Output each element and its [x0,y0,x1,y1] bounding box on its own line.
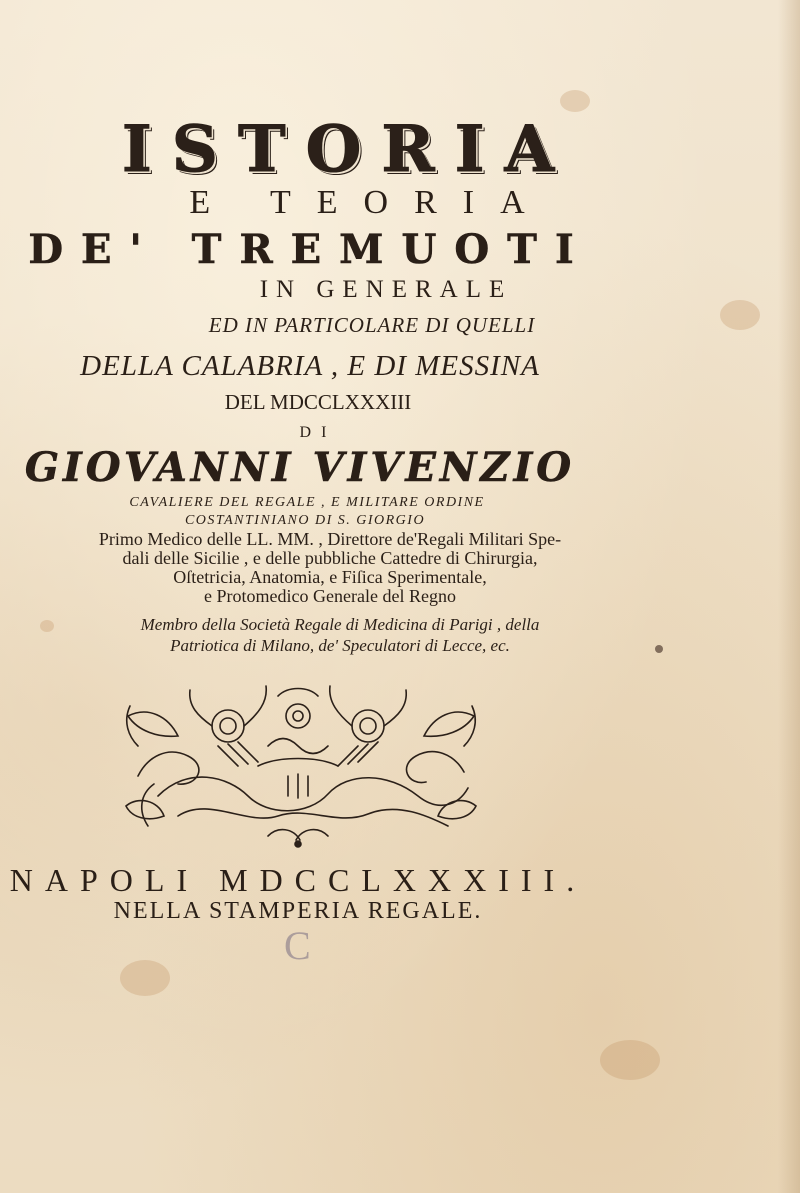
author-memberships [40,614,640,656]
foxing-spot [600,1040,660,1080]
foxing-spot [120,960,170,996]
page-edge [778,0,800,1193]
title-line-3: DE' TREMUOTI [28,226,592,273]
imprint-place-date: NAPOLI MDCCLXXXIII. [9,862,587,898]
author-name: GIOVANNI VIVENZIO [24,444,576,491]
title-line-1: ISTORIA [121,112,575,187]
by-line: DI [299,424,337,441]
bio-line-1: Primo Medico delle LL. MM. , Direttore de'Regali Militari Spe- [98,529,562,549]
library-mark: C [284,923,311,968]
title-line-7: DEL MDCCLXXXIII [224,390,412,414]
imprint-printer: NELLA STAMPERIA REGALE. [113,898,483,924]
rank-line-2: COSTANTINIANO DI S. GIORGIO [184,513,426,528]
rank-line-1: CAVALIERE DEL REGALE , E MILITARE ORDINE [129,495,485,510]
title-line-5: ED IN PARTICOLARE DI QUELLI [208,313,536,337]
title-line-2: E TEORIA [189,184,551,221]
title-line-4: IN GENERALE [259,276,513,303]
bio-line-4: e Protomedico Generale del Regno [204,586,456,606]
bio-line-3: Oſtetricia, Anatomia, e Fiſica Sperimentale, [173,567,487,587]
bio-line-2: dali delle Sicilie , e delle pubbliche Cattedre di Chirurgia, [122,548,538,568]
floral-ornament-icon [118,676,484,852]
author-credentials [40,530,620,606]
foxing-spot [560,90,590,112]
member-line-2: Patriotica di Milano, de' Speculatori di Lecce, ec. [170,636,510,655]
foxing-spot [655,645,663,653]
member-line-1: Membro della Società Regale di Medicina di Parigi , della [140,615,540,634]
title-line-6: DELLA CALABRIA , E DI MESSINA [80,350,540,382]
